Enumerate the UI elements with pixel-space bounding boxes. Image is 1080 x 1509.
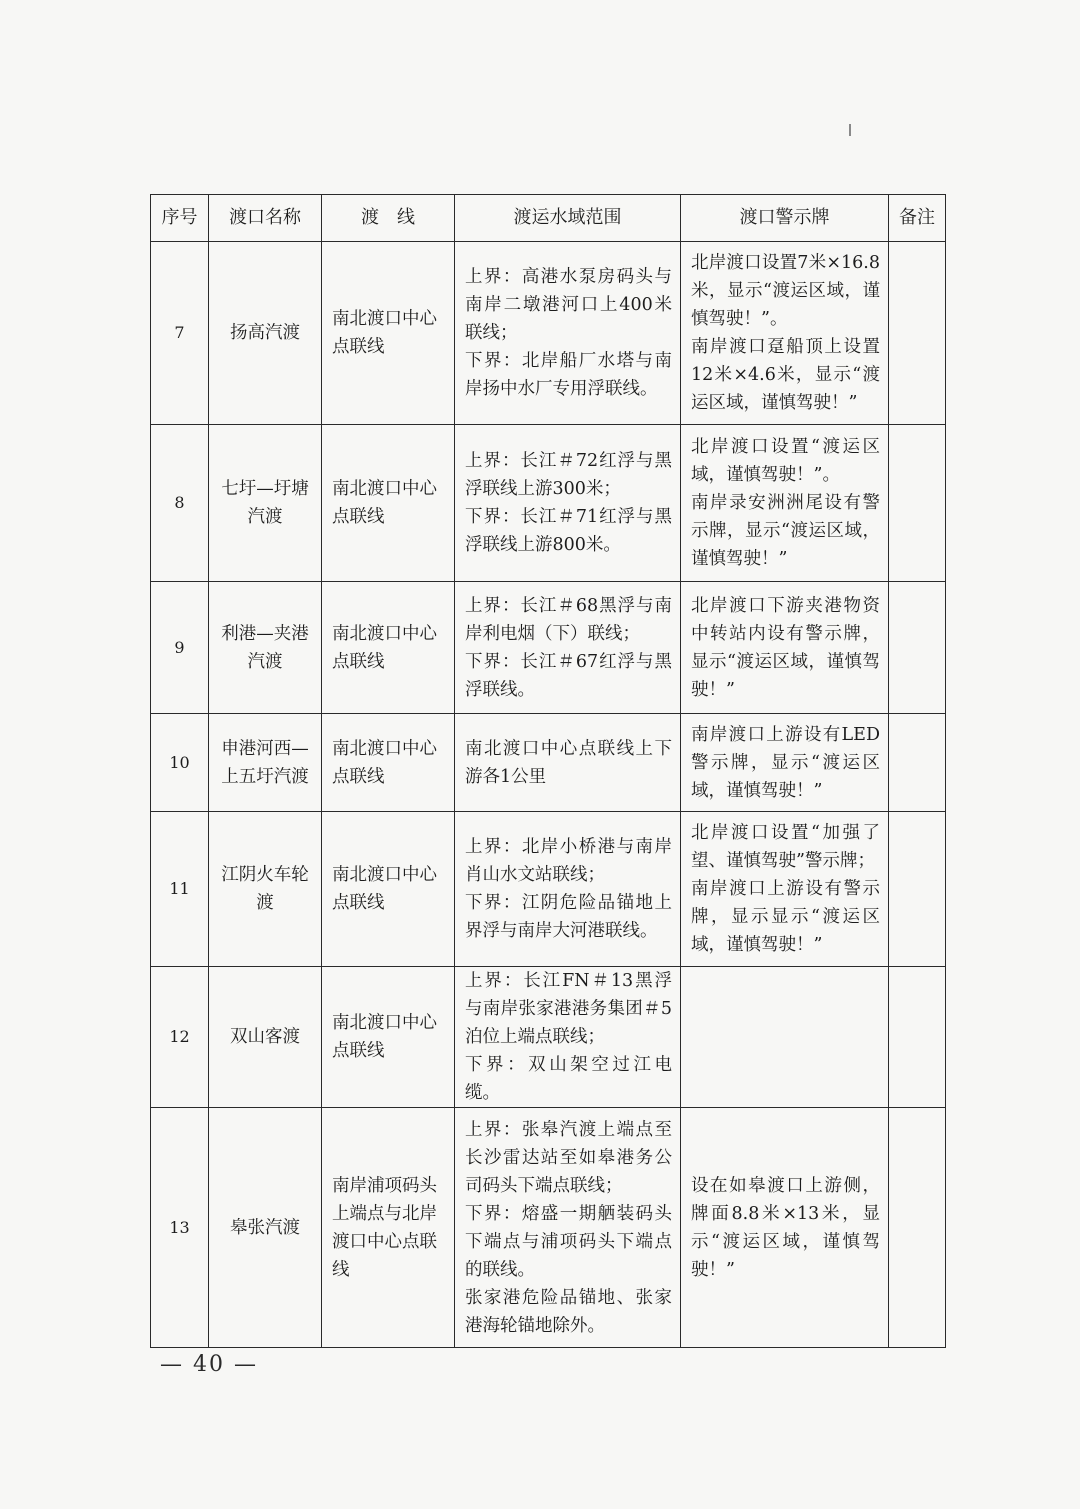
row-index: 9 bbox=[151, 582, 209, 714]
row-index: 8 bbox=[151, 425, 209, 582]
table-row bbox=[151, 425, 946, 582]
scan-mark bbox=[849, 124, 851, 136]
table-row bbox=[151, 967, 946, 1108]
table-row bbox=[151, 812, 946, 967]
row-name: 皋张汽渡 bbox=[209, 1108, 322, 1348]
row-range: 上界：北岸小桥港与南岸肖山水文站联线； 下界：江阴危险品锚地上界浮与南岸大河港联线。 bbox=[455, 812, 681, 967]
row-note bbox=[889, 242, 946, 425]
table-row bbox=[151, 714, 946, 812]
row-sign: 北岸渡口下游夹港物资中转站内设有警示牌，显示“渡运区域，谨慎驾驶！” bbox=[681, 582, 889, 714]
row-sign: 北岸渡口设置“渡运区域，谨慎驾驶！”。 南岸录安洲洲尾设有警示牌，显示“渡运区域，谨慎驾驶！” bbox=[681, 425, 889, 582]
header-note: 备注 bbox=[889, 195, 946, 242]
row-name: 双山客渡 bbox=[209, 967, 322, 1108]
page-number: — 40 — bbox=[160, 1352, 258, 1377]
row-line: 南北渡口中心点联线 bbox=[322, 714, 455, 812]
row-sign: 南岸渡口上游设有LED警示牌，显示“渡运区域，谨慎驾驶！” bbox=[681, 714, 889, 812]
header-sign: 渡口警示牌 bbox=[681, 195, 889, 242]
row-note bbox=[889, 1108, 946, 1348]
row-sign bbox=[681, 967, 889, 1108]
header-name: 渡口名称 bbox=[209, 195, 322, 242]
row-sign: 北岸渡口设置7米×16.8米，显示“渡运区域，谨慎驾驶！”。 南岸渡口趸船顶上设置12米×4.6米，显示“渡运区域，谨慎驾驶！” bbox=[681, 242, 889, 425]
row-range: 上界：高港水泵房码头与南岸二墩港河口上400米联线； 下界：北岸船厂水塔与南岸扬中水厂专用浮联线。 bbox=[455, 242, 681, 425]
row-range: 上界：长江FN＃13黑浮与南岸张家港港务集团＃5泊位上端点联线； 下界：双山架空过江电缆。 bbox=[455, 967, 681, 1108]
row-line: 南北渡口中心点联线 bbox=[322, 812, 455, 967]
table-header-row bbox=[151, 195, 946, 242]
table-row bbox=[151, 582, 946, 714]
header-index: 序号 bbox=[151, 195, 209, 242]
row-note bbox=[889, 812, 946, 967]
row-name: 七圩—圩塘汽渡 bbox=[209, 425, 322, 582]
row-index: 7 bbox=[151, 242, 209, 425]
table-row bbox=[151, 1108, 946, 1348]
row-range: 南北渡口中心点联线上下游各1公里 bbox=[455, 714, 681, 812]
table-row bbox=[151, 242, 946, 425]
row-line: 南北渡口中心点联线 bbox=[322, 967, 455, 1108]
row-index: 12 bbox=[151, 967, 209, 1108]
row-index: 10 bbox=[151, 714, 209, 812]
row-line: 南岸浦项码头上端点与北岸渡口中心点联线 bbox=[322, 1108, 455, 1348]
row-index: 11 bbox=[151, 812, 209, 967]
row-name: 江阴火车轮渡 bbox=[209, 812, 322, 967]
row-sign: 设在如皋渡口上游侧，牌面8.8米×13米，显示“渡运区域，谨慎驾驶！” bbox=[681, 1108, 889, 1348]
ferry-table bbox=[150, 194, 946, 1348]
row-name: 利港—夹港汽渡 bbox=[209, 582, 322, 714]
row-line: 南北渡口中心点联线 bbox=[322, 425, 455, 582]
row-note bbox=[889, 582, 946, 714]
header-range: 渡运水域范围 bbox=[455, 195, 681, 242]
row-range: 上界：长江＃68黑浮与南岸利电烟（下）联线； 下界：长江＃67红浮与黑浮联线。 bbox=[455, 582, 681, 714]
row-note bbox=[889, 967, 946, 1108]
row-note bbox=[889, 425, 946, 582]
row-range: 上界：长江＃72红浮与黑浮联线上游300米； 下界：长江＃71红浮与黑浮联线上游800米。 bbox=[455, 425, 681, 582]
row-sign: 北岸渡口设置“加强了望、谨慎驾驶”警示牌； 南岸渡口上游设有警示牌，显示显示“渡运区域，谨慎驾驶！” bbox=[681, 812, 889, 967]
row-line: 南北渡口中心点联线 bbox=[322, 582, 455, 714]
row-name: 扬高汽渡 bbox=[209, 242, 322, 425]
header-line: 渡 线 bbox=[322, 195, 455, 242]
row-range: 上界：张皋汽渡上端点至长沙雷达站至如皋港务公司码头下端点联线； 下界：熔盛一期舾装码头下端点与浦项码头下端点的联线。 张家港危险品锚地、张家港海轮锚地除外。 bbox=[455, 1108, 681, 1348]
row-name: 申港河西—上五圩汽渡 bbox=[209, 714, 322, 812]
row-line: 南北渡口中心点联线 bbox=[322, 242, 455, 425]
row-note bbox=[889, 714, 946, 812]
row-index: 13 bbox=[151, 1108, 209, 1348]
